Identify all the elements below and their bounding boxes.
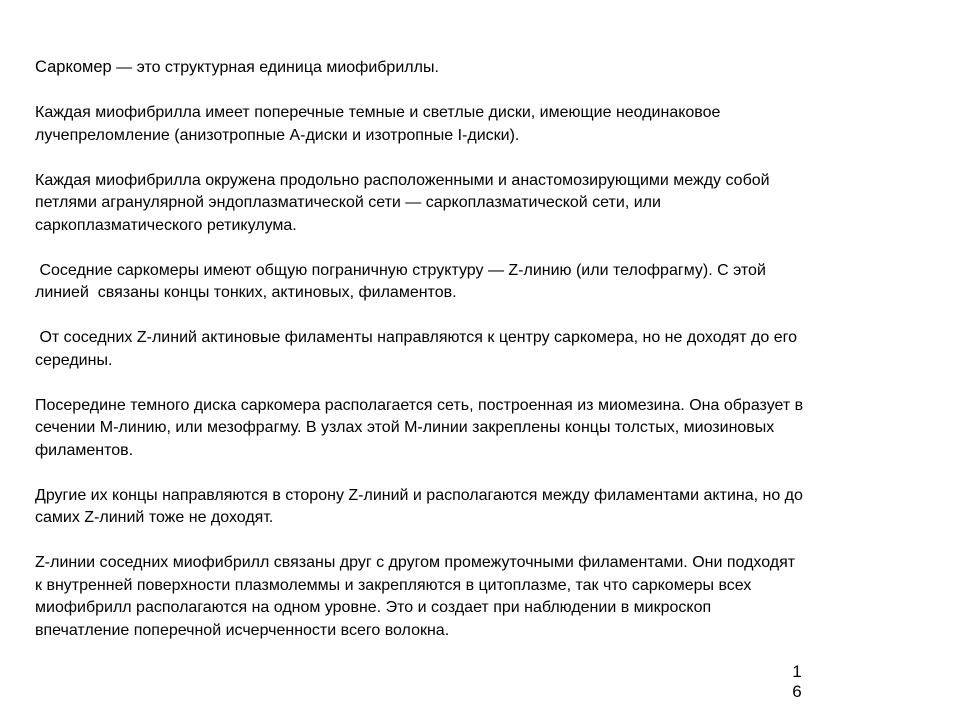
intro-rest: — это структурная единица миофибриллы. — [111, 59, 439, 76]
paragraph-sarcoplasmic-reticulum: Каждая миофибрилла окружена продольно расположенными и анастомозирующими между собой петлями агранулярной эндоплазматической сети — саркоплазматической сети, или саркоплазматического ретикулума. — [35, 171, 770, 234]
paragraph-myosin-ends: Другие их концы направляются в сторону Z-линий и располагаются между филаментами актина, но до самих Z-линий тоже не доходят. — [35, 486, 803, 526]
paragraph-intermediate-filaments: Z-линии соседних миофибрилл связаны друг с другом промежуточными филаментами. Они подходят к внутренней поверхности плазмолеммы и закрепляются в цитоплазме, так что саркомеры всех миофибрилл располагаются на одном уровне. Это и создает при наблюдении в микроскоп впечатление поперечной исчерченности всего волокна. — [35, 554, 796, 639]
paragraph-z-line: Соседние саркомеры имеют общую пограничную структуру — Z-линию (или телофрагму). С этой линией связаны концы тонких, актиновых, филаментов. — [35, 261, 766, 301]
paragraph-discs: Каждая миофибрилла имеет поперечные темные и светлые диски, имеющие неодинаковое лучепреломление (анизотропные А-диски и изотропные I-диски). — [35, 104, 721, 144]
page-number-digit: 6 — [792, 682, 802, 701]
paragraph-actin-filaments: От соседних Z-линий актиновые филаменты направляются к центру саркомера, но не доходят до его середины. — [35, 329, 798, 369]
slide-body — [35, 56, 925, 665]
intro-paragraph — [35, 56, 925, 80]
page-number-digit: 1 — [792, 662, 802, 681]
paragraph-m-line: Посередине темного диска саркомера располагается сеть, построенная из миомезина. Она образует в сечении М-линию, или мезофрагму. В узлах этой М-линии закреплены концы толстых, миозиновых филаментов. — [35, 396, 804, 459]
intro-term: Саркомер — [35, 58, 112, 76]
page-number — [789, 662, 805, 702]
